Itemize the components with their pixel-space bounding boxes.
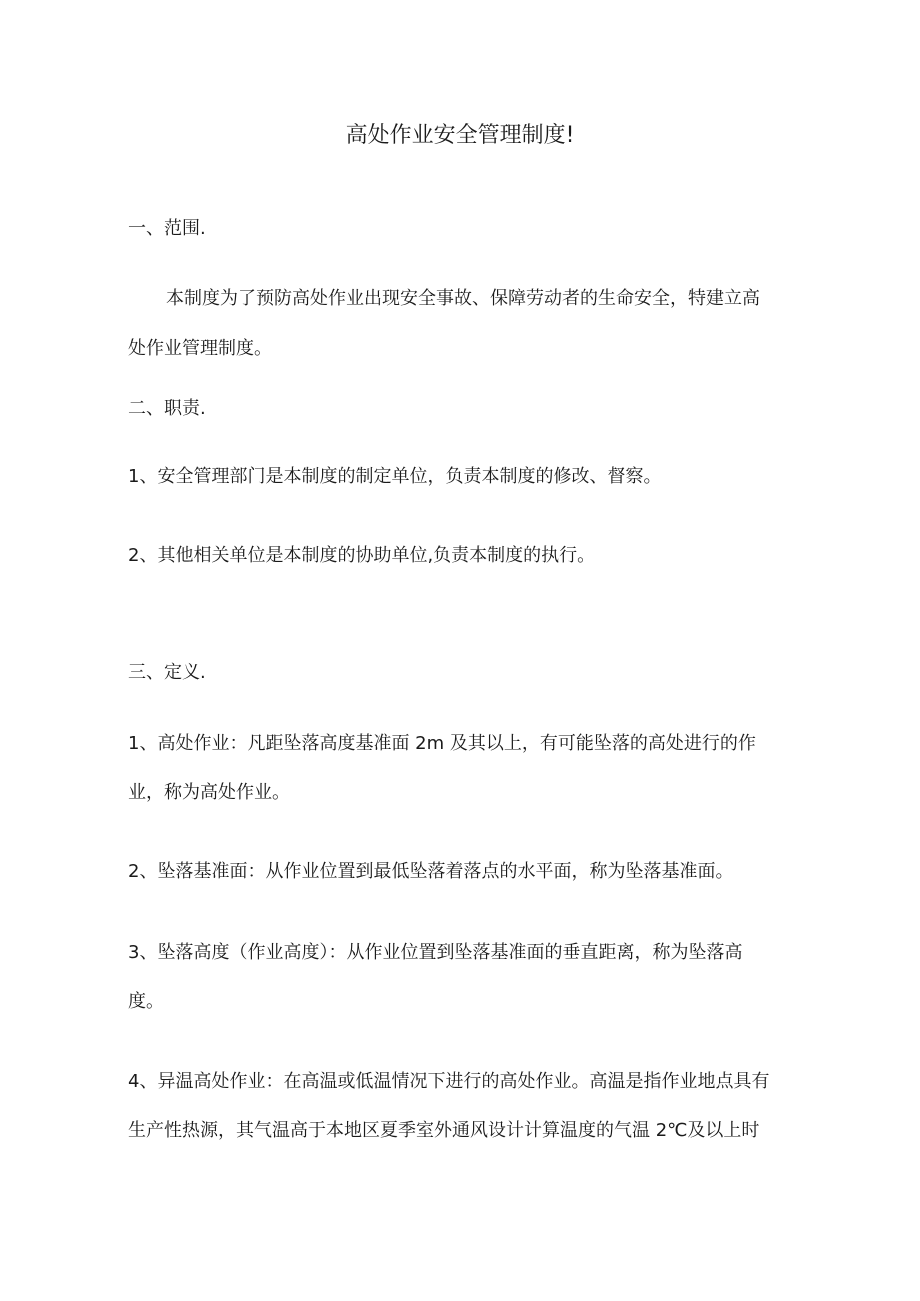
duty-item-1: 1、安全管理部门是本制度的制定单位，负责本制度的修改、督察。 — [128, 466, 662, 487]
document-title: 高处作业安全管理制度! — [345, 123, 575, 148]
definition-item-1-line-2: 业，称为高处作业。 — [128, 782, 290, 803]
definition-item-1-line-1: 1、高处作业：凡距坠落高度基准面 2m 及其以上，有可能坠落的高处进行的作 — [128, 733, 756, 754]
section-heading-duties: 二、职责. — [128, 398, 206, 419]
scope-paragraph-line-2: 处作业管理制度。 — [128, 338, 272, 359]
scope-paragraph-line-1: 本制度为了预防高处作业出现安全事故、保障劳动者的生命安全，特建立高 — [166, 288, 760, 309]
definition-item-2-line-1: 2、坠落基准面：从作业位置到最低坠落着落点的水平面，称为坠落基准面。 — [128, 861, 734, 882]
definition-item-4-line-1: 4、异温高处作业：在高温或低温情况下进行的高处作业。高温是指作业地点具有 — [128, 1071, 770, 1092]
definition-item-3-line-1: 3、坠落高度（作业高度）：从作业位置到坠落基准面的垂直距离，称为坠落高 — [128, 942, 743, 963]
duty-item-2: 2、其他相关单位是本制度的协助单位,负责本制度的执行。 — [128, 545, 596, 566]
definition-item-3-line-2: 度。 — [128, 991, 164, 1012]
section-heading-scope: 一、范围. — [128, 218, 206, 239]
definition-item-4-line-2: 生产性热源，其气温高于本地区夏季室外通风设计计算温度的气温 2℃及以上时 — [128, 1120, 760, 1141]
section-heading-definitions: 三、定义. — [128, 662, 206, 683]
